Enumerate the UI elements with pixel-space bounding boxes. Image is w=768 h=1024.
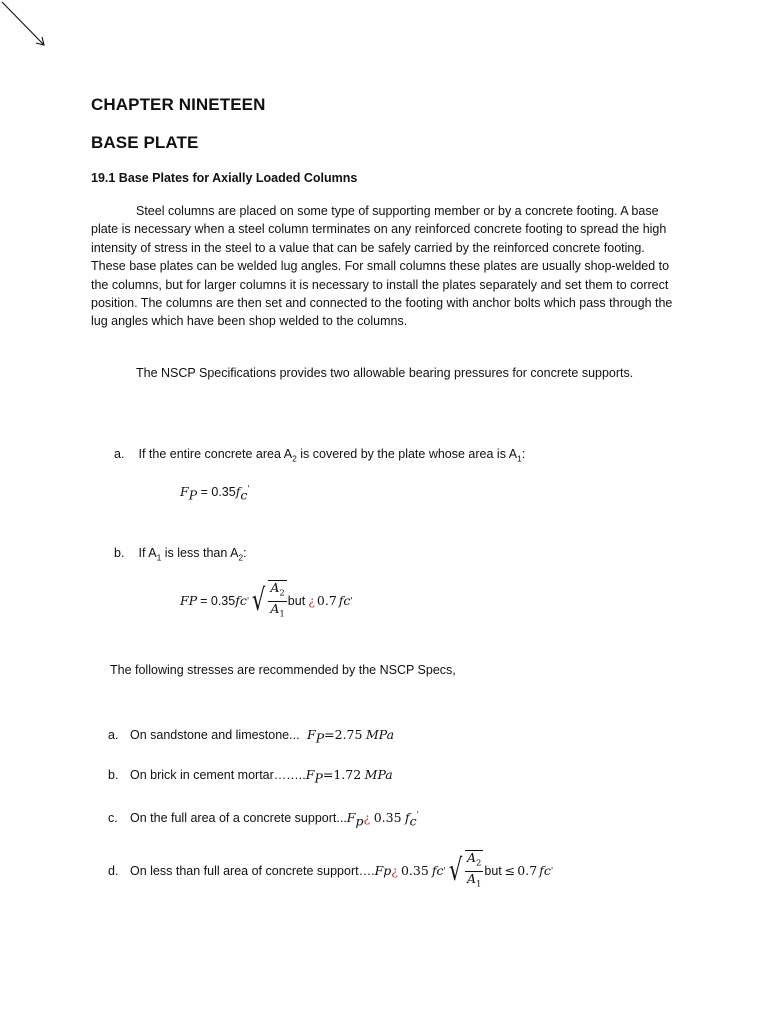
case-b-marker: b.	[114, 546, 125, 560]
nscp-paragraph: The NSCP Specifications provides two allowable bearing pressures for concrete supports.	[136, 366, 634, 380]
section-heading: 19.1 Base Plates for Axially Loaded Columns	[91, 171, 358, 185]
stress-item: a. On sandstone and limestone... $F_P=2.75$ MPa	[108, 727, 395, 746]
stress-intro: The following stresses are recommended by the NSCP Specs,	[110, 663, 456, 677]
chapter-heading: CHAPTER NINETEEN	[91, 95, 266, 114]
case-b-formula: F P = 0.35 f c ' √ $\frac{A_2}{A_1}$ but ¿ 0.7 f c '	[180, 580, 353, 619]
stress-item: c. On the full area of a concrete $support...F_p¿$ 0.35 $f_c'$	[108, 810, 420, 829]
case-a-condition: a. If the entire concrete area $A_2$ is covered by the plate whose area is $A_1$:	[114, 447, 526, 464]
case-a-formula: $F_P = 0.35f_c'$	[180, 484, 250, 503]
corner-arrow-icon	[0, 0, 50, 50]
intro-paragraph: Steel columns are placed on some type of supporting member or by a concrete footing. A base plate is necessary when a steel column terminates on any reinforced concrete footing to spread the high intensity of stress in the steel to a value that can be safely carried by the reinforced concrete footing. These base plates can be welded lug angles. For small columns these plates are usually shop-welded to the columns, but for larger columns it is necessary to install the plates separately and set them to correct position. The columns are then set and connected to the footing with anchor bolts which pass through the lug angles which have been shop welded to the columns.	[91, 204, 673, 329]
stress-item: b. On brick in cement $mortar\dots\dots..F_P=1.72$ MPa	[108, 767, 393, 786]
case-b-condition: b. If $A_1$ is less than $A_2$:	[114, 546, 247, 563]
case-a-marker: a.	[114, 447, 125, 461]
case-a-text: If the entire concrete area A	[138, 447, 293, 461]
stress-item: d. On less than full area of concrete support…. F p ¿ 0.35 f c ' √ $\frac{A_2}{A_1}$ but ≤ 0.7 f c '	[108, 850, 554, 889]
page-title: BASE PLATE	[91, 133, 199, 152]
